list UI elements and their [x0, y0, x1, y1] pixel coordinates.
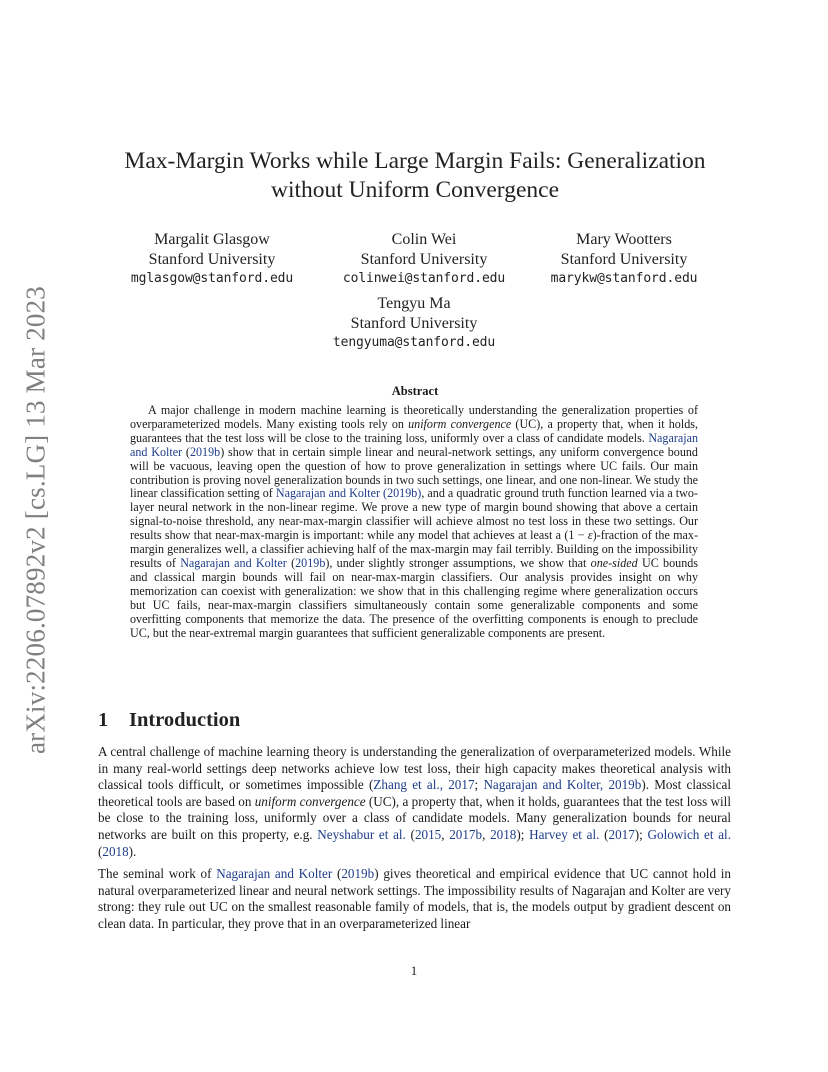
- author-name: Mary Wootters: [576, 231, 672, 248]
- citation-link[interactable]: 2015: [414, 826, 442, 842]
- author-block: [314, 230, 534, 289]
- citation-link[interactable]: 2018: [490, 826, 517, 842]
- citation-link[interactable]: Nagarajan and Kolter: [180, 555, 287, 570]
- citation-link[interactable]: Golowich et al.: [647, 826, 731, 842]
- author-email[interactable]: tengyuma@stanford.edu: [332, 335, 496, 350]
- citation-link[interactable]: Neyshabur et al.: [317, 826, 406, 842]
- arxiv-sidebar: [18, 285, 54, 755]
- citation-link[interactable]: 2019b: [341, 866, 375, 881]
- body-paragraph: A central challenge of machine learning theory is understanding the generalization of overparameterized models. While in many real-world settings deep networks achieve low test loss, their high capacity makes theoretical analysis with classical tools difficult, or sometimes impossible (Zhang et al., 2017; Nagarajan and Kolter, 2019b). Most classical theoretical tools are based on uniform convergence (UC), a property that, when it holds, guarantees that the test loss will be close to the training loss, uniformly over a class of candidate models. Many generalization bounds for neural networks are built on this property, e.g. Neyshabur et al. (2015, 2017b, 2018); Harvey et al. (2017); Golowich et al. (2018).: [98, 744, 732, 859]
- author-block: [304, 294, 524, 353]
- citation-link[interactable]: Nagarajan and Kolter: [216, 866, 333, 881]
- abstract-body: A major challenge in modern machine learning is theoretically understanding the generalization properties of overparameterized models. Many existing tools rely on uniform convergence (UC), a property that, when it holds, guarantees that the test loss will be close to the training loss, uniformly over a class of candidate models. Nagarajan and Kolter (2019b) show that in certain simple linear and neural-network settings, any uniform convergence bound will be vacuous, leaving open the question of how to prove generalization in settings where UC fails. Our main contribution is proving novel generalization bounds in two such settings, one linear, and one non-linear. We study the linear classification setting of Nagarajan and Kolter (2019b), and a quadratic ground truth function learned via a two-layer neural network in the non-linear regime. We prove a new type of margin bound showing that above a certain signal-to-noise threshold, any near-max-margin classifier will achieve almost no test loss in these two settings. Our results show that near-max-margin is important: while any model that achieves at least a (1 − ε)-fraction of the max-margin generalizes well, a classifier achieving half of the max-margin may fail terribly. Building on the impossibility results of Nagarajan and Kolter (2019b), under slightly stronger assumptions, we show that one-sided UC bounds and classical margin bounds will fail on near-max-margin classifiers. Our analysis provides insight on why memorization can coexist with generalization: we show that in this challenging regime where generalization occurs but UC fails, near-max-margin classifiers simultaneously contain some generalizable components and some overfitting components that memorize the data. The presence of the overfitting components is enough to preclude UC, but the near-extremal margin guarantees that sufficient generalizable components are present.: [130, 403, 698, 640]
- author-affiliation: Stanford University: [148, 250, 276, 268]
- arxiv-identifier: arXiv:2206.07892v2 [cs.LG] 13 Mar 2023: [20, 285, 51, 755]
- author-email[interactable]: colinwei@stanford.edu: [342, 271, 506, 286]
- citation-link[interactable]: 2019b: [189, 444, 221, 459]
- author-name: Colin Wei: [391, 231, 457, 248]
- citation-link[interactable]: Nagarajan and Kolter: [130, 430, 698, 459]
- citation-link[interactable]: 2018: [102, 843, 129, 859]
- page-number: 1: [410, 963, 418, 978]
- author-email[interactable]: mglasgow@stanford.edu: [130, 271, 294, 286]
- author-name: Margalit Glasgow: [154, 231, 270, 248]
- section-heading: [98, 709, 240, 732]
- author-name: Tengyu Ma: [377, 295, 451, 312]
- author-affiliation: Stanford University: [350, 314, 478, 332]
- author-email[interactable]: marykw@stanford.edu: [550, 271, 698, 286]
- paper-title: [100, 147, 730, 205]
- title-line-1: Max-Margin Works while Large Margin Fails: Generalization: [124, 148, 706, 174]
- author-block: [102, 230, 322, 289]
- abstract-heading: Abstract: [391, 384, 439, 398]
- citation-link[interactable]: 2017: [608, 826, 635, 842]
- citation-link[interactable]: 2019b: [295, 555, 326, 570]
- title-line-2: without Uniform Convergence: [270, 177, 560, 203]
- citation-link[interactable]: 2017b: [449, 826, 483, 842]
- author-block: [514, 230, 734, 289]
- author-affiliation: Stanford University: [360, 250, 488, 268]
- citation-link[interactable]: Zhang et al., 2017: [373, 777, 475, 793]
- author-affiliation: Stanford University: [560, 250, 688, 268]
- body-paragraph: The seminal work of Nagarajan and Kolter (2019b) gives theoretical and empirical evidence that UC cannot hold in natural overparameterized linear and neural network settings. The impossibility results of Nagarajan and Kolter are very strong: they rule out UC on the smallest reasonable family of models, that is, the models output by gradient descent on clean data. In particular, they prove that in an overparameterized linear: [98, 866, 731, 931]
- citation-link[interactable]: Nagarajan and Kolter, 2019b: [483, 777, 642, 793]
- section-number: 1: [98, 709, 109, 731]
- citation-link[interactable]: Nagarajan and Kolter (2019b): [275, 486, 422, 501]
- section-title: Introduction: [129, 709, 241, 731]
- citation-link[interactable]: Harvey et al.: [529, 826, 600, 842]
